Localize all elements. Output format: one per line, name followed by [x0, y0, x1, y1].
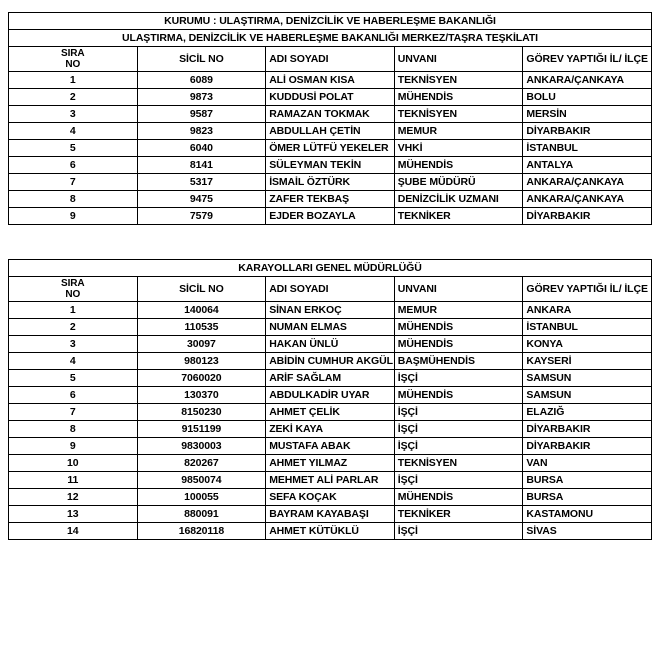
cell-sira-no: 13 [9, 506, 138, 523]
header-sira-line1: SIRA [61, 278, 85, 289]
table-ministry-title-row-2 [9, 30, 652, 47]
table-row [9, 523, 652, 540]
cell-unvani: TEKNİKER [394, 506, 523, 523]
cell-sicil-no: 110535 [137, 319, 266, 336]
cell-sicil-no: 140064 [137, 302, 266, 319]
cell-gorev-yeri: İSTANBUL [523, 319, 652, 336]
cell-unvani: MÜHENDİS [394, 89, 523, 106]
cell-unvani: İŞÇİ [394, 438, 523, 455]
table-row [9, 336, 652, 353]
cell-unvani: MEMUR [394, 123, 523, 140]
header-unvani: UNVANI [394, 277, 523, 302]
cell-sicil-no: 8150230 [137, 404, 266, 421]
cell-unvani: TEKNİKER [394, 208, 523, 225]
cell-sira-no: 4 [9, 353, 138, 370]
cell-adi-soyadi: AHMET ÇELİK [266, 404, 395, 421]
cell-sira-no: 1 [9, 72, 138, 89]
cell-unvani: İŞÇİ [394, 523, 523, 540]
cell-adi-soyadi: AHMET YILMAZ [266, 455, 395, 472]
cell-gorev-yeri: DİYARBAKIR [523, 208, 652, 225]
table-row [9, 370, 652, 387]
cell-unvani: MEMUR [394, 302, 523, 319]
table-highways [8, 259, 652, 540]
cell-sira-no: 4 [9, 123, 138, 140]
cell-sira-no: 9 [9, 438, 138, 455]
table-row [9, 455, 652, 472]
cell-gorev-yeri: BOLU [523, 89, 652, 106]
cell-sicil-no: 980123 [137, 353, 266, 370]
table-row [9, 506, 652, 523]
cell-sicil-no: 9151199 [137, 421, 266, 438]
table-row [9, 208, 652, 225]
table-row [9, 89, 652, 106]
cell-unvani: MÜHENDİS [394, 336, 523, 353]
cell-sira-no: 6 [9, 157, 138, 174]
cell-adi-soyadi: ALİ OSMAN KISA [266, 72, 395, 89]
cell-sira-no: 1 [9, 302, 138, 319]
header-sira-line2: NO [65, 289, 81, 300]
cell-unvani: TEKNİSYEN [394, 72, 523, 89]
table-row [9, 319, 652, 336]
header-gorev-yeri: GÖREV YAPTIĞI İL/ İLÇE [523, 47, 652, 72]
cell-sira-no: 14 [9, 523, 138, 540]
cell-sira-no: 3 [9, 106, 138, 123]
cell-sicil-no: 8141 [137, 157, 266, 174]
cell-sicil-no: 9830003 [137, 438, 266, 455]
cell-gorev-yeri: ANKARA/ÇANKAYA [523, 191, 652, 208]
header-adi-soyadi: ADI SOYADI [266, 277, 395, 302]
header-sicil-no: SİCİL NO [137, 47, 266, 72]
table-highways-header-row [9, 277, 652, 302]
cell-gorev-yeri: SİVAS [523, 523, 652, 540]
table-row [9, 438, 652, 455]
cell-unvani: VHKİ [394, 140, 523, 157]
table-row [9, 123, 652, 140]
header-sira-no [9, 277, 138, 302]
table-row [9, 472, 652, 489]
table-ministry-title-row-1 [9, 13, 652, 30]
cell-adi-soyadi: RAMAZAN TOKMAK [266, 106, 395, 123]
cell-sicil-no: 880091 [137, 506, 266, 523]
cell-adi-soyadi: KUDDUSİ POLAT [266, 89, 395, 106]
cell-sicil-no: 9587 [137, 106, 266, 123]
cell-adi-soyadi: SİNAN ERKOÇ [266, 302, 395, 319]
cell-gorev-yeri: SAMSUN [523, 370, 652, 387]
cell-gorev-yeri: BURSA [523, 472, 652, 489]
table-row [9, 387, 652, 404]
cell-gorev-yeri: BURSA [523, 489, 652, 506]
cell-gorev-yeri: ANKARA/ÇANKAYA [523, 72, 652, 89]
header-sira-no [9, 47, 138, 72]
cell-adi-soyadi: ZEKİ KAYA [266, 421, 395, 438]
table-row [9, 157, 652, 174]
header-unvani: UNVANI [394, 47, 523, 72]
table-ministry-title-2: ULAŞTIRMA, DENİZCİLİK VE HABERLEŞME BAKANLIĞI MERKEZ/TAŞRA TEŞKİLATI [9, 30, 652, 47]
cell-gorev-yeri: ANKARA/ÇANKAYA [523, 174, 652, 191]
table-highways-title-row [9, 260, 652, 277]
cell-sicil-no: 16820118 [137, 523, 266, 540]
cell-gorev-yeri: VAN [523, 455, 652, 472]
cell-sicil-no: 6040 [137, 140, 266, 157]
cell-sicil-no: 9475 [137, 191, 266, 208]
cell-sicil-no: 6089 [137, 72, 266, 89]
cell-adi-soyadi: NUMAN ELMAS [266, 319, 395, 336]
table-ministry-body [9, 13, 652, 225]
cell-adi-soyadi: BAYRAM KAYABAŞI [266, 506, 395, 523]
cell-sicil-no: 100055 [137, 489, 266, 506]
cell-sira-no: 7 [9, 404, 138, 421]
cell-unvani: TEKNİSYEN [394, 455, 523, 472]
cell-gorev-yeri: ELAZIĞ [523, 404, 652, 421]
cell-sicil-no: 9873 [137, 89, 266, 106]
table-row [9, 353, 652, 370]
table-row [9, 404, 652, 421]
cell-unvani: ŞUBE MÜDÜRÜ [394, 174, 523, 191]
cell-adi-soyadi: ABİDİN CUMHUR AKGÜL [266, 353, 395, 370]
cell-unvani: MÜHENDİS [394, 157, 523, 174]
cell-sira-no: 9 [9, 208, 138, 225]
cell-sicil-no: 7060020 [137, 370, 266, 387]
cell-sira-no: 6 [9, 387, 138, 404]
cell-gorev-yeri: İSTANBUL [523, 140, 652, 157]
table-row [9, 174, 652, 191]
header-sicil-no: SİCİL NO [137, 277, 266, 302]
cell-sicil-no: 30097 [137, 336, 266, 353]
cell-gorev-yeri: SAMSUN [523, 387, 652, 404]
table-ministry-header-row [9, 47, 652, 72]
cell-sira-no: 8 [9, 421, 138, 438]
cell-sira-no: 5 [9, 370, 138, 387]
cell-sira-no: 8 [9, 191, 138, 208]
cell-adi-soyadi: ABDULLAH ÇETİN [266, 123, 395, 140]
cell-sicil-no: 9823 [137, 123, 266, 140]
cell-sira-no: 10 [9, 455, 138, 472]
cell-unvani: MÜHENDİS [394, 319, 523, 336]
cell-unvani: İŞÇİ [394, 472, 523, 489]
table-row [9, 72, 652, 89]
cell-sicil-no: 130370 [137, 387, 266, 404]
cell-adi-soyadi: AHMET KÜTÜKLÜ [266, 523, 395, 540]
cell-adi-soyadi: MEHMET ALİ PARLAR [266, 472, 395, 489]
cell-unvani: TEKNİSYEN [394, 106, 523, 123]
cell-gorev-yeri: KAYSERİ [523, 353, 652, 370]
table-row [9, 106, 652, 123]
header-sira-line1: SIRA [61, 48, 85, 59]
table-row [9, 489, 652, 506]
cell-adi-soyadi: HAKAN ÜNLÜ [266, 336, 395, 353]
cell-adi-soyadi: İSMAİL ÖZTÜRK [266, 174, 395, 191]
cell-gorev-yeri: ANKARA [523, 302, 652, 319]
cell-sicil-no: 5317 [137, 174, 266, 191]
table-highways-wrapper [8, 259, 652, 540]
cell-adi-soyadi: ABDULKADİR UYAR [266, 387, 395, 404]
cell-sira-no: 2 [9, 319, 138, 336]
cell-unvani: MÜHENDİS [394, 489, 523, 506]
cell-gorev-yeri: KONYA [523, 336, 652, 353]
cell-gorev-yeri: KASTAMONU [523, 506, 652, 523]
cell-gorev-yeri: DİYARBAKIR [523, 123, 652, 140]
table-row [9, 191, 652, 208]
cell-adi-soyadi: ZAFER TEKBAŞ [266, 191, 395, 208]
table-ministry [8, 12, 652, 225]
cell-sira-no: 7 [9, 174, 138, 191]
cell-adi-soyadi: MUSTAFA ABAK [266, 438, 395, 455]
cell-adi-soyadi: SÜLEYMAN TEKİN [266, 157, 395, 174]
cell-sira-no: 11 [9, 472, 138, 489]
table-highways-body [9, 260, 652, 540]
cell-sira-no: 5 [9, 140, 138, 157]
table-ministry-title-1: KURUMU : ULAŞTIRMA, DENİZCİLİK VE HABERLEŞME BAKANLIĞI [9, 13, 652, 30]
cell-sicil-no: 820267 [137, 455, 266, 472]
cell-unvani: İŞÇİ [394, 404, 523, 421]
table-row [9, 140, 652, 157]
cell-gorev-yeri: ANTALYA [523, 157, 652, 174]
header-adi-soyadi: ADI SOYADI [266, 47, 395, 72]
cell-adi-soyadi: ÖMER LÜTFÜ YEKELER [266, 140, 395, 157]
cell-sicil-no: 9850074 [137, 472, 266, 489]
cell-unvani: MÜHENDİS [394, 387, 523, 404]
cell-sira-no: 3 [9, 336, 138, 353]
cell-gorev-yeri: MERSİN [523, 106, 652, 123]
cell-unvani: BAŞMÜHENDİS [394, 353, 523, 370]
cell-adi-soyadi: SEFA KOÇAK [266, 489, 395, 506]
cell-unvani: İŞÇİ [394, 370, 523, 387]
cell-sira-no: 2 [9, 89, 138, 106]
cell-unvani: İŞÇİ [394, 421, 523, 438]
table-row [9, 421, 652, 438]
cell-gorev-yeri: DİYARBAKIR [523, 438, 652, 455]
cell-sicil-no: 7579 [137, 208, 266, 225]
cell-unvani: DENİZCİLİK UZMANI [394, 191, 523, 208]
cell-sira-no: 12 [9, 489, 138, 506]
table-row [9, 302, 652, 319]
cell-adi-soyadi: ARİF SAĞLAM [266, 370, 395, 387]
table-highways-title: KARAYOLLARI GENEL MÜDÜRLÜĞÜ [9, 260, 652, 277]
cell-gorev-yeri: DİYARBAKIR [523, 421, 652, 438]
header-gorev-yeri: GÖREV YAPTIĞI İL/ İLÇE [523, 277, 652, 302]
cell-adi-soyadi: EJDER BOZAYLA [266, 208, 395, 225]
header-sira-line2: NO [65, 59, 81, 70]
